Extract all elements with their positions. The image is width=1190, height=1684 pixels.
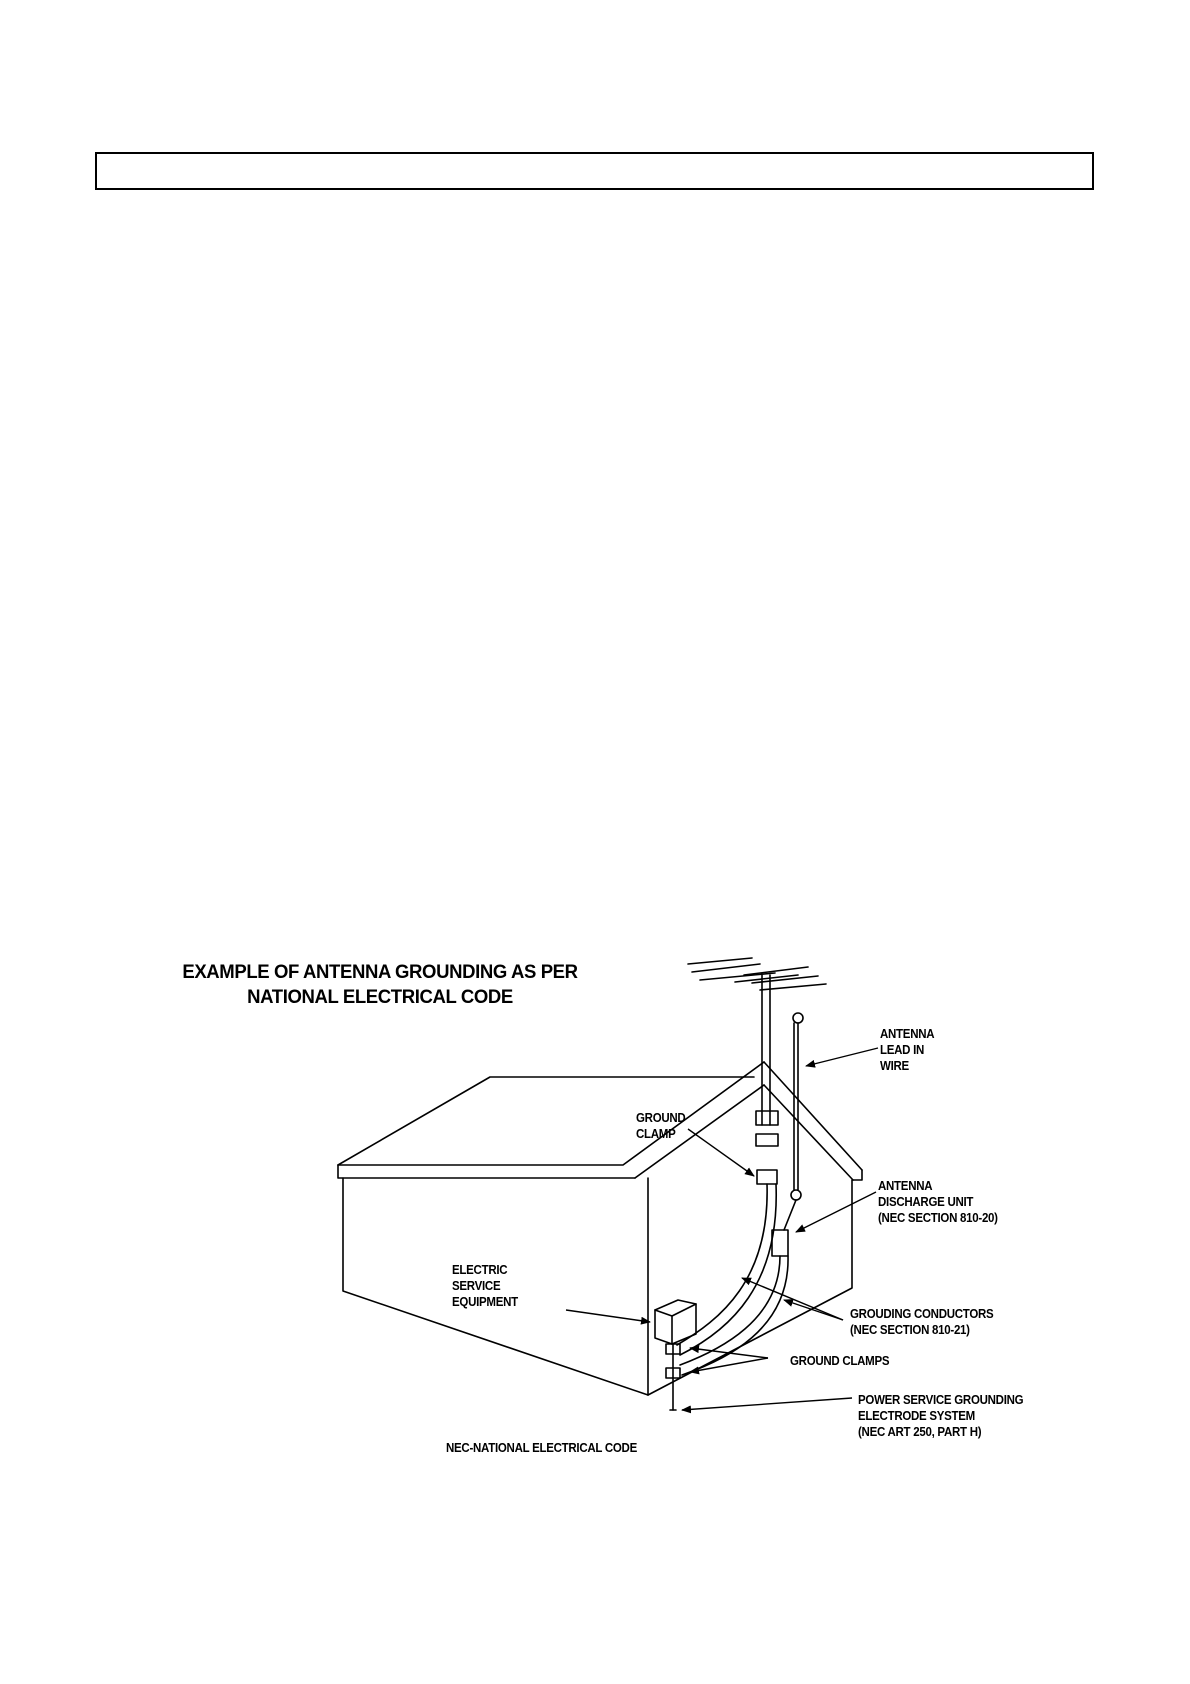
arrow-discharge <box>796 1192 876 1232</box>
arrow-grounding-2 <box>784 1300 843 1320</box>
arrow-grounding-1 <box>742 1278 843 1320</box>
label-antenna-lead-in-wire: ANTENNA LEAD IN WIRE <box>880 1027 935 1073</box>
arrow-ground-clamp <box>688 1129 754 1176</box>
house-roof <box>338 1077 754 1165</box>
diagram-title-line-2: NATIONAL ELECTRICAL CODE <box>247 986 513 1008</box>
label-electric-service-equipment: ELECTRIC SERVICE EQUIPMENT <box>452 1263 518 1309</box>
arrow-electric-service <box>566 1310 650 1322</box>
label-antenna-discharge-unit: ANTENNA DISCHARGE UNIT (NEC SECTION 810-20) <box>878 1179 998 1225</box>
arrow-lead-in <box>806 1048 878 1066</box>
mast-bracket-1 <box>756 1111 778 1125</box>
antenna-discharge-unit <box>772 1230 788 1256</box>
label-ground-clamps: GROUND CLAMPS <box>790 1354 890 1368</box>
label-grounding-conductors: GROUDING CONDUCTORS (NEC SECTION 810-21) <box>850 1307 994 1337</box>
antenna-rod-left <box>688 958 752 964</box>
label-nec-footer: NEC-NATIONAL ELECTRICAL CODE <box>446 1441 637 1455</box>
arrow-ground-clamps-2 <box>690 1358 768 1372</box>
label-power-service-grounding: POWER SERVICE GROUNDING ELECTRODE SYSTEM (NEC ART 250, PART H) <box>858 1393 1024 1439</box>
arrow-power-service <box>682 1398 852 1410</box>
label-ground-clamp: GROUND CLAMP <box>636 1111 686 1141</box>
mast-ground-clamp <box>757 1170 777 1184</box>
diagram-title-line-1: EXAMPLE OF ANTENNA GROUNDING AS PER <box>182 961 578 983</box>
mast-bracket-2 <box>756 1134 778 1146</box>
